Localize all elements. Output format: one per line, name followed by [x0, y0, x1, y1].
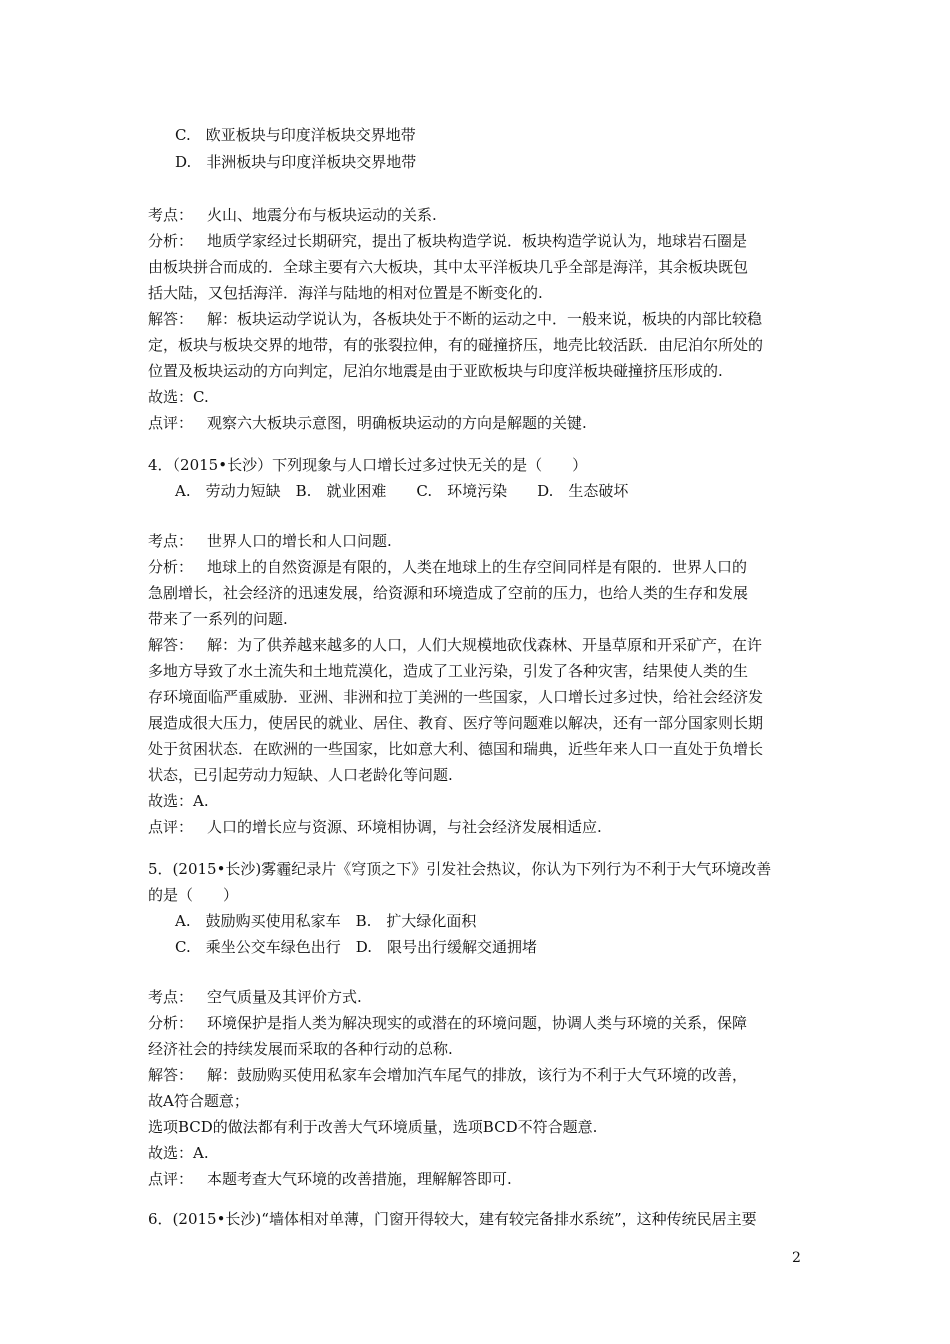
- q3-kaodian: [148, 204, 437, 226]
- dianping-label: 点评：: [148, 1170, 194, 1188]
- q5-options: C. 乘坐公交车绿色出行 D. 限号出行缓解交通拥堵: [175, 938, 537, 956]
- q4-stem: 4．（2015•长沙）下列现象与人口增长过多过快无关的是（ ）: [148, 456, 588, 474]
- q3-jieda: [148, 308, 762, 330]
- dianping-label: 点评：: [148, 414, 194, 432]
- q3-jieda-line: 定，板块与板块交界的地带，有的张裂拉伸，有的碰撞挤压，地壳比较活跃．由尼泊尔所处的: [148, 336, 764, 354]
- q4-jieda-line: 展造成很大压力，使居民的就业、居住、教育、医疗等问题难以解决，还有一部分国家则长期: [148, 714, 764, 732]
- q4-fenxi-line: 带来了一系列的问题.: [148, 610, 288, 628]
- fenxi-text: 环境保护是指人类为解决现实的或潜在的环境问题，协调人类与环境的关系，保障: [207, 1014, 748, 1032]
- kaodian-label: 考点：: [148, 206, 194, 224]
- kaodian-text: 火山、地震分布与板块运动的关系.: [207, 206, 437, 224]
- q4-jieda: [148, 634, 762, 656]
- q4-jieda-line: 存环境面临严重威胁．亚洲、非洲和拉丁美洲的一些国家，人口增长过多过快，给社会经济发: [148, 688, 764, 706]
- q5-fenxi: [148, 1012, 747, 1034]
- q4-answer: 故选：A.: [148, 792, 209, 810]
- q3-option-c: C. 欧亚板块与印度洋板块交界地带: [175, 126, 416, 144]
- q5-jieda-line: 选项BCD的做法都有利于改善大气环境质量，选项BCD不符合题意.: [148, 1118, 598, 1136]
- q3-fenxi: [148, 230, 747, 252]
- q4-jieda-line: 处于贫困状态．在欧洲的一些国家，比如意大利、德国和瑞典，近些年来人口一直处于负增长: [148, 740, 764, 758]
- jieda-label: 解答：: [148, 636, 194, 654]
- dianping-label: 点评：: [148, 818, 194, 836]
- page-number: 2: [792, 1250, 801, 1266]
- q3-answer: 故选：C.: [148, 388, 209, 406]
- fenxi-label: 分析：: [148, 232, 194, 250]
- q4-dianping: [148, 816, 602, 838]
- q5-fenxi-line: 经济社会的持续发展而采取的各种行动的总称.: [148, 1040, 453, 1058]
- jieda-text: 解：鼓励购买使用私家车会增加汽车尾气的排放，该行为不利于大气环境的改善，: [207, 1066, 748, 1084]
- jieda-label: 解答：: [148, 310, 194, 328]
- jieda-text: 解：板块运动学说认为，各板块处于不断的运动之中．一般来说，板块的内部比较稳: [207, 310, 763, 328]
- kaodian-label: 考点：: [148, 988, 194, 1006]
- q5-dianping: [148, 1168, 512, 1190]
- fenxi-label: 分析：: [148, 1014, 194, 1032]
- q5-jieda-line: 故A符合题意；: [148, 1092, 249, 1110]
- q6-stem: 6．(2015•长沙)“墙体相对单薄，门窗开得较大，建有较完备排水系统”，这种传统民居主要: [148, 1210, 757, 1228]
- q4-kaodian: [148, 530, 392, 552]
- jieda-label: 解答：: [148, 1066, 194, 1084]
- q3-fenxi-line: 括大陆，又包括海洋．海洋与陆地的相对位置是不断变化的.: [148, 284, 543, 302]
- q4-fenxi: [148, 556, 747, 578]
- q5-answer: 故选：A.: [148, 1144, 209, 1162]
- fenxi-label: 分析：: [148, 558, 194, 576]
- q4-options: A. 劳动力短缺 B. 就业困难 C. 环境污染 D. 生态破坏: [175, 482, 629, 500]
- q5-options: A. 鼓励购买使用私家车 B. 扩大绿化面积: [175, 912, 477, 930]
- q5-stem: 5．(2015•长沙)雾霾纪录片《穹顶之下》引发社会热议，你认为下列行为不利于大气环境改善: [148, 860, 772, 878]
- q3-option-d: D. 非洲板块与印度洋板块交界地带: [175, 153, 417, 171]
- q5-stem-line: 的是（ ）: [148, 886, 239, 904]
- fenxi-text: 地球上的自然资源是有限的，人类在地球上的生存空间同样是有限的．世界人口的: [207, 558, 748, 576]
- q3-fenxi-line: 由板块拼合而成的．全球主要有六大板块，其中太平洋板块几乎全部是海洋，其余板块既包: [148, 258, 749, 276]
- dianping-text: 本题考查大气环境的改善措施，理解解答即可.: [207, 1170, 512, 1188]
- dianping-text: 观察六大板块示意图，明确板块运动的方向是解题的关键.: [207, 414, 587, 432]
- q5-kaodian: [148, 986, 362, 1008]
- jieda-text: 解：为了供养越来越多的人口，人们大规模地砍伐森林、开垦草原和开采矿产，在许: [207, 636, 763, 654]
- q3-jieda-line: 位置及板块运动的方向判定，尼泊尔地震是由于亚欧板块与印度洋板块碰撞挤压形成的.: [148, 362, 723, 380]
- fenxi-text: 地质学家经过长期研究，提出了板块构造学说．板块构造学说认为，地球岩石圈是: [207, 232, 748, 250]
- q4-fenxi-line: 急剧增长，社会经济的迅速发展，给资源和环境造成了空前的压力，也给人类的生存和发展: [148, 584, 749, 602]
- kaodian-text: 空气质量及其评价方式.: [207, 988, 362, 1006]
- kaodian-text: 世界人口的增长和人口问题.: [207, 532, 392, 550]
- q4-jieda-line: 多地方导致了水土流失和土地荒漠化，造成了工业污染，引发了各种灾害，结果使人类的生: [148, 662, 749, 680]
- q5-jieda: [148, 1064, 747, 1086]
- dianping-text: 人口的增长应与资源、环境相协调，与社会经济发展相适应.: [207, 818, 602, 836]
- kaodian-label: 考点：: [148, 532, 194, 550]
- q3-dianping: [148, 412, 587, 434]
- q4-jieda-line: 状态，已引起劳动力短缺、人口老龄化等问题.: [148, 766, 453, 784]
